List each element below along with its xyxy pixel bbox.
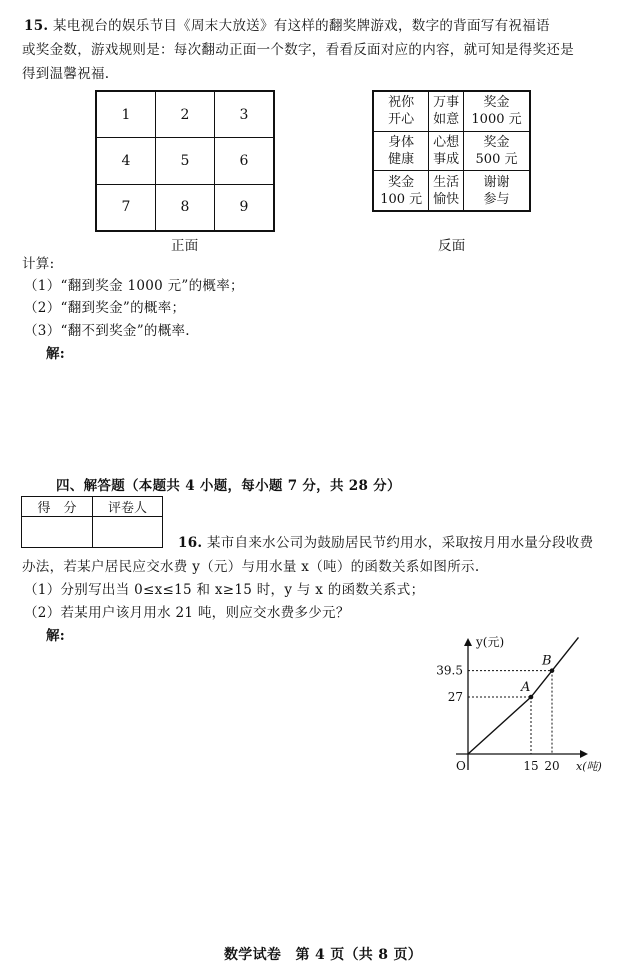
score-header: 得 分 — [22, 497, 93, 517]
q16-number: 16. — [178, 535, 203, 551]
back-cell-line: 事成 — [433, 151, 460, 167]
back-label: 反面 — [438, 238, 466, 254]
page-footer: 数学试卷 第 4 页（共 8 页） — [224, 947, 423, 963]
y-axis-label: y(元) — [476, 635, 505, 649]
point-A — [529, 695, 534, 700]
origin-label: O — [456, 759, 466, 773]
point-B — [550, 668, 555, 673]
back-cell-line: 生活 — [433, 174, 460, 190]
q16-item2: （2）若某用户该月用水 21 吨，则应交水费多少元？ — [24, 605, 350, 621]
back-cell-line: 100 元 — [380, 191, 423, 207]
back-cell-line: 参与 — [483, 191, 510, 207]
point-label-B: B — [542, 653, 552, 669]
front-cell: 6 — [215, 138, 275, 184]
q16-item1: （1）分别写出当 0≤x≤15 和 x≥15 时，y 与 x 的函数关系式； — [24, 582, 425, 598]
q15-number: 15. — [24, 18, 49, 34]
q15-item3: （3）“翻不到奖金”的概率. — [24, 323, 190, 339]
front-cell: 2 — [156, 91, 215, 138]
back-cell-line: 健康 — [388, 151, 415, 167]
back-cell-line: 心想 — [433, 134, 460, 150]
back-cell-line: 奖金 — [483, 134, 510, 150]
back-cell-line: 身体 — [388, 134, 415, 150]
q15-solve-label: 解: — [46, 346, 66, 362]
point-label-A: A — [521, 680, 531, 696]
back-cell-line: 开心 — [388, 112, 415, 128]
back-cell-line: 500 元 — [475, 151, 518, 167]
q15-text-line1: 某电视台的娱乐节目《周末大放送》有这样的翻奖牌游戏，数字的背面写有祝福语 — [52, 18, 550, 34]
x-tick-label: 15 — [523, 759, 539, 773]
front-cell: 5 — [156, 138, 215, 184]
q15-item1: （1）“翻到奖金 1000 元”的概率； — [24, 278, 244, 294]
back-cell-line: 奖金 — [388, 174, 415, 190]
x-axis-label: x(吨) — [576, 760, 602, 773]
front-cell: 9 — [215, 184, 275, 231]
back-cell-line: 万事 — [433, 95, 460, 111]
back-cell-line: 谢谢 — [483, 174, 510, 190]
q15-item2: （2）“翻到奖金”的概率； — [24, 300, 186, 316]
q16-solve-label: 解: — [46, 628, 66, 644]
q16-text-line2: 办法，若某户居民应交水费 y（元）与用水量 x（吨）的函数关系如图所示. — [22, 559, 480, 575]
grader-header: 评卷人 — [93, 497, 163, 517]
q15-text-line2: 或奖金数，游戏规则是：每次翻动正面一个数字，看看反面对应的内容，就可知是得奖还是 — [22, 42, 574, 58]
front-label: 正面 — [171, 238, 199, 254]
y-tick-label: 27 — [447, 690, 463, 705]
back-cell-line: 奖金 — [483, 95, 510, 111]
calc-label: 计算: — [22, 256, 55, 272]
q16-text-line1: 某市自来水公司为鼓励居民节约用水，采取按月用水量分段收费 — [206, 535, 594, 551]
front-cell: 4 — [96, 138, 156, 184]
section4-heading: 四、解答题（本题共 4 小题，每小题 7 分，共 28 分） — [56, 478, 401, 494]
x-tick-label: 20 — [544, 759, 560, 773]
back-cell-line: 愉快 — [433, 191, 460, 207]
front-cell: 7 — [96, 184, 156, 231]
y-tick-label: 39.5 — [436, 663, 463, 678]
series-line — [468, 637, 578, 754]
front-cell: 8 — [156, 184, 215, 231]
front-cell: 3 — [215, 91, 275, 138]
back-cell-line: 祝你 — [388, 95, 415, 111]
back-cell-line: 如意 — [433, 112, 460, 128]
q15-text-line3: 得到温馨祝福. — [22, 66, 110, 82]
back-cell-line: 1000 元 — [471, 112, 522, 128]
front-cell: 1 — [96, 91, 156, 138]
